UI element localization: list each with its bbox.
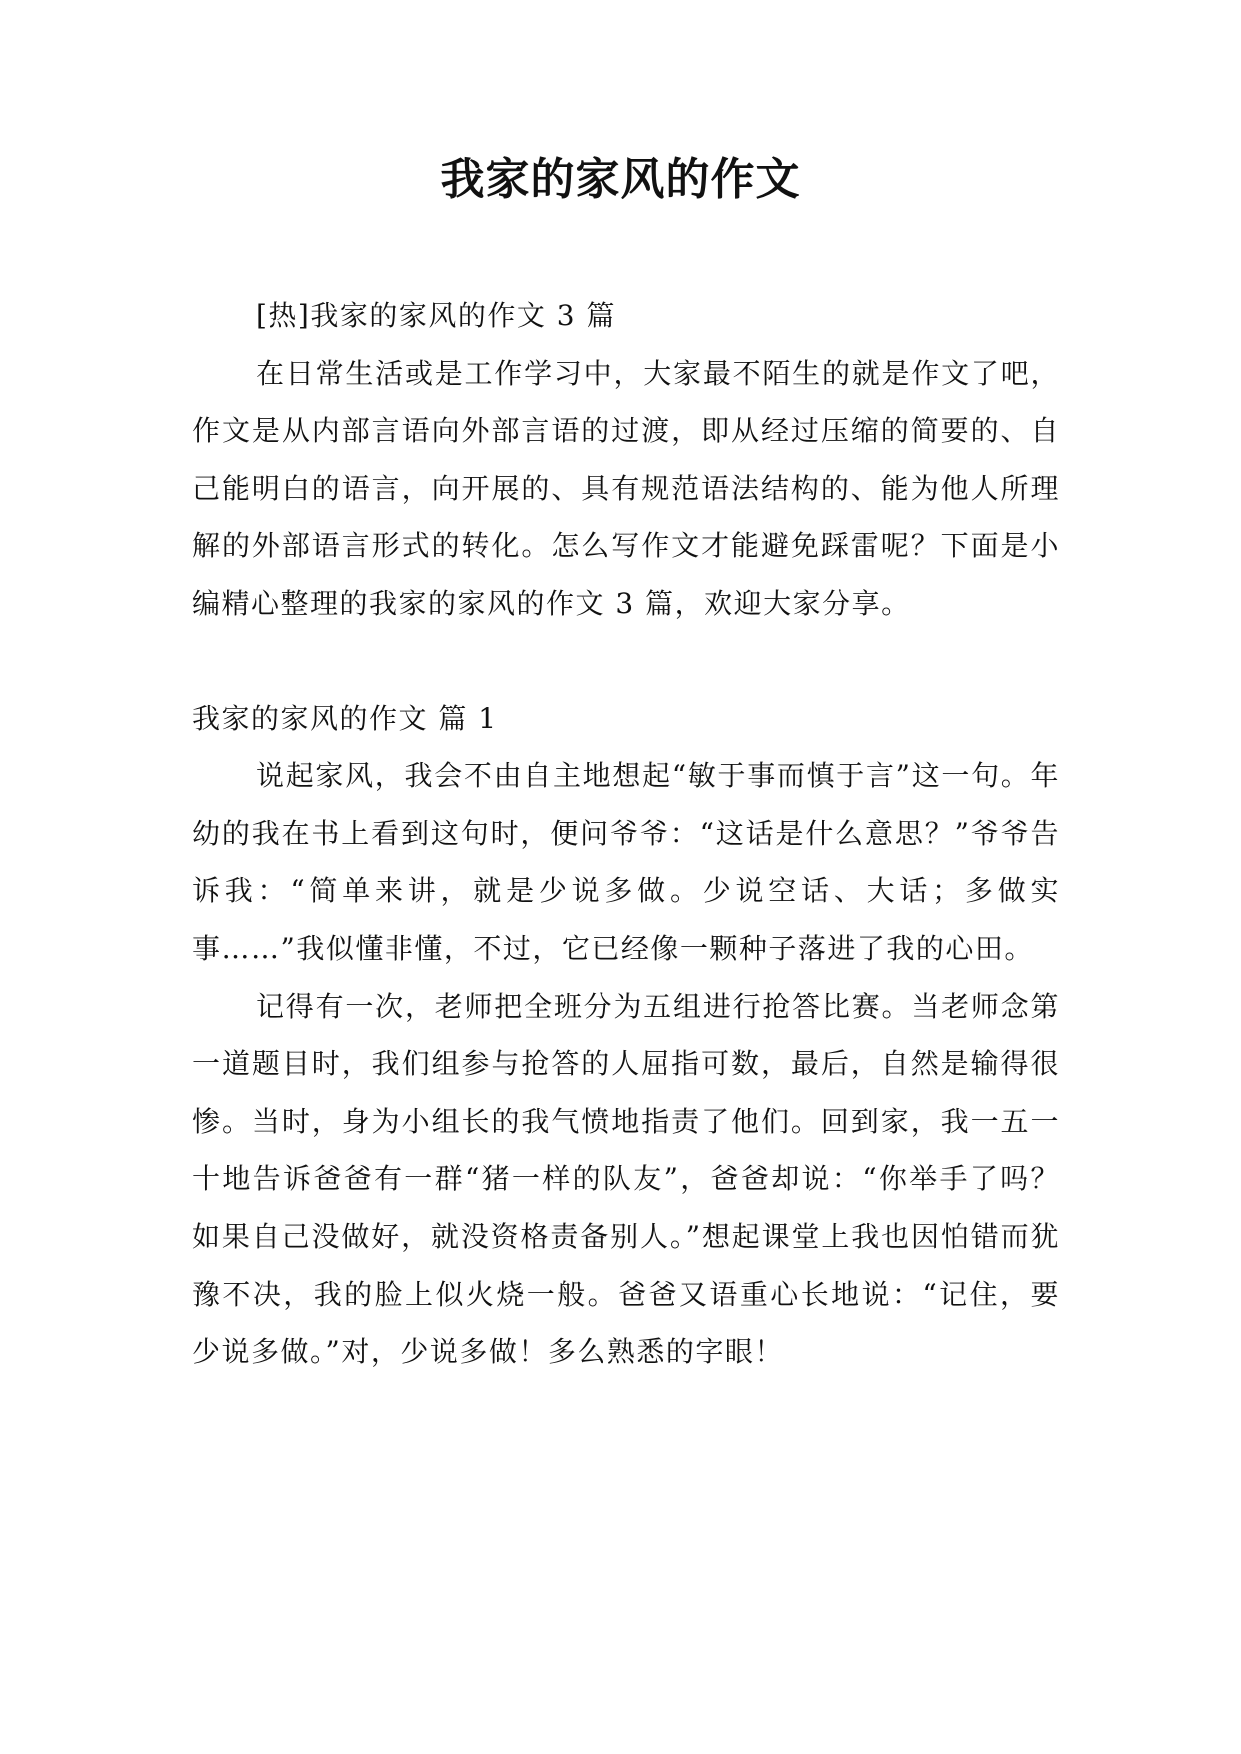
- section-heading: 我家的家风的作文 篇 1: [192, 701, 498, 735]
- intro-paragraph: 在日常生活或是工作学习中，大家最不陌生的就是作文了吧，作文是从内部言语向外部言语的过渡，即从经过压缩的简要的、自己能明白的语言，向开展的、具有规范语法结构的、能为他人所理解的外部语言形式的转化。怎么写作文才能避免踩雷呢？下面是小编精心整理的我家的家风的作文 3 篇，欢迎大家分享。: [192, 356, 1060, 620]
- document-title: 我家的家风的作文: [440, 154, 801, 205]
- body-paragraph-1: 说起家风，我会不由自主地想起“敏于事而慎于言”这一句。年幼的我在书上看到这句时，便问爷爷：“这话是什么意思？”爷爷告诉我：“简单来讲，就是少说多做。少说空话、大话；多做实事……”我似懂非懂，不过，它已经像一颗种子落进了我的心田。: [192, 759, 1060, 965]
- body-paragraph-2: 记得有一次，老师把全班分为五组进行抢答比赛。当老师念第一道题目时，我们组参与抢答的人屈指可数，最后，自然是输得很惨。当时，身为小组长的我气愤地指责了他们。回到家，我一五一十地告诉爸爸有一群“猪一样的队友”，爸爸却说：“你举手了吗？如果自己没做好，就没资格责备别人。”想起课堂上我也因怕错而犹豫不决，我的脸上似火烧一般。爸爸又语重心长地说：“记住，要少说多做。”对，少说多做！多么熟悉的字眼！: [192, 989, 1060, 1369]
- document-subtitle: [热]我家的家风的作文 3 篇: [256, 299, 616, 332]
- document-body: [192, 287, 1060, 1381]
